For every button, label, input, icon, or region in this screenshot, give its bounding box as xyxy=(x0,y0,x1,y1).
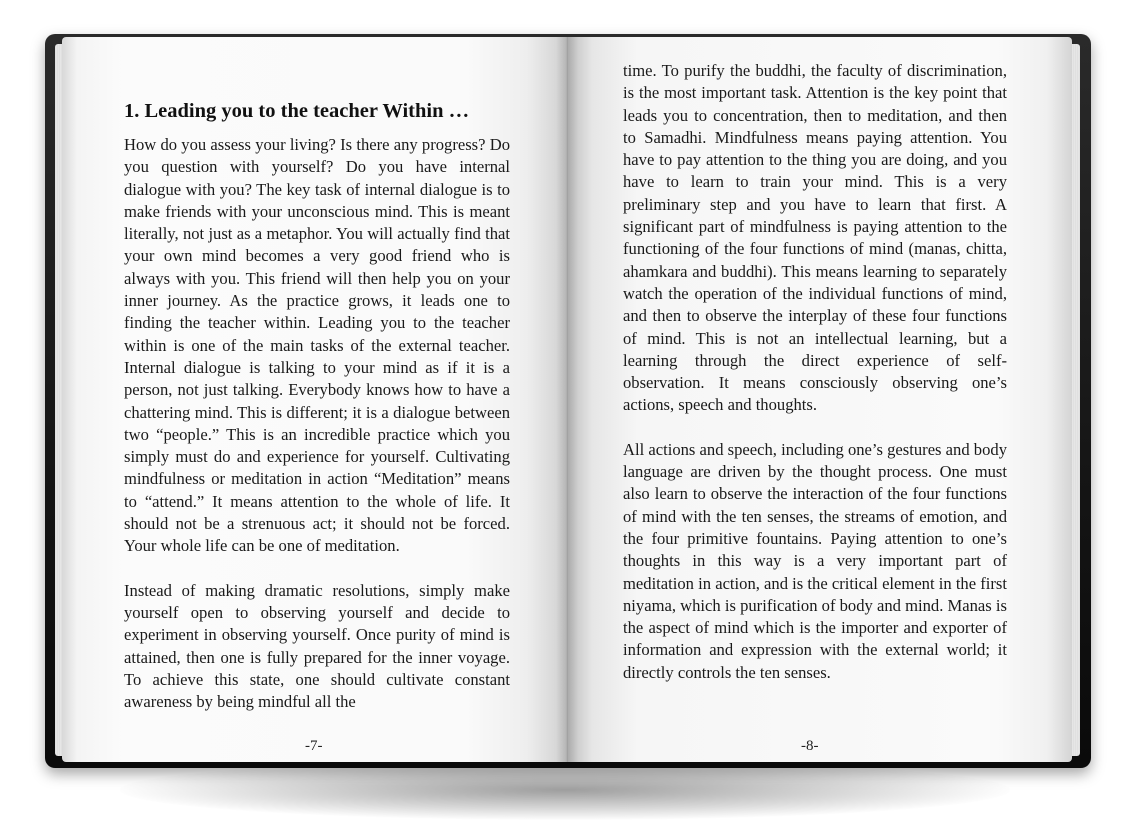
left-page xyxy=(62,37,567,762)
left-page-text xyxy=(124,98,510,713)
right-paragraph-1: time. To purify the buddhi, the faculty of discrimination, is the most important task. Attention is the key point that leads you to concentration, then to meditation, and then to Samadhi. Mindfulness means paying attention. You have to pay attention to the thing you are doing, and you have to learn to train your mind. This is a very preliminary step and you have to learn that first. A significant part of mindfulness is paying attention to the functioning of the four functions of mind (manas, chitta, ahamkara and buddhi). This means learning to separately watch the operation of the individual functions of mind, and then to observe the interplay of these four functions of mind. This is not an intellectual learning, but a learning through the direct experience of self-observation. It means consciously observing one’s actions, speech and thoughts. xyxy=(623,61,1007,415)
paragraph-gap xyxy=(124,558,510,580)
book-spine-gutter xyxy=(556,37,578,762)
book-shadow xyxy=(120,760,1010,820)
right-page-text xyxy=(623,60,1007,684)
paragraph-gap xyxy=(623,417,1007,439)
left-paragraph-1: How do you assess your living? Is there any progress? Do you question with yourself? Do you have internal dialogue with you? The key task of internal dialogue is to make friends with your unconscious mind. This is meant literally, not just as a metaphor. You will actually find that your own mind becomes a very good friend who is always with you. This friend will then help you on your inner journey. As the practice grows, it leads one to finding the teacher within. Leading you to the teacher within is one of the main tasks of the external teacher. Internal dialogue is talking to your mind as if it is a person, not just talking. Everybody knows how to have a chattering mind. This is different; it is a dialogue between two “people.” This is an incredible practice which you simply must do and experience for yourself. Cultivating mindfulness or meditation in action “Meditation” means to “attend.” It means attention to the whole of life. It should not be a strenuous act; it should not be forced. Your whole life can be one of meditation. xyxy=(124,135,510,556)
right-paragraph-2: All actions and speech, including one’s gestures and body language are driven by the thought process. One must also learn to observe the interaction of the four functions of mind with the ten senses, the streams of emotion, and the four primitive fountains. Paying attention to one’s thoughts in this way is a very important part of meditation in action, and is the critical element in the first niyama, which is purification of body and mind. Manas is the aspect of mind which is the importer and exporter of information and expression with the external world; it directly controls the ten senses. xyxy=(623,439,1007,682)
right-page xyxy=(567,37,1072,762)
left-page-number: -7- xyxy=(305,738,323,754)
right-page-number: -8- xyxy=(801,738,819,754)
chapter-title: 1. Leading you to the teacher Within … xyxy=(124,100,470,122)
left-paragraph-2: Instead of making dramatic resolutions, simply make yourself open to observing yourself and decide to experiment in observing yourself. Once purity of mind is attained, then one is fully prepared for the inner voyage. To achieve this state, one should cultivate constant awareness by being mindful all the xyxy=(124,580,510,712)
